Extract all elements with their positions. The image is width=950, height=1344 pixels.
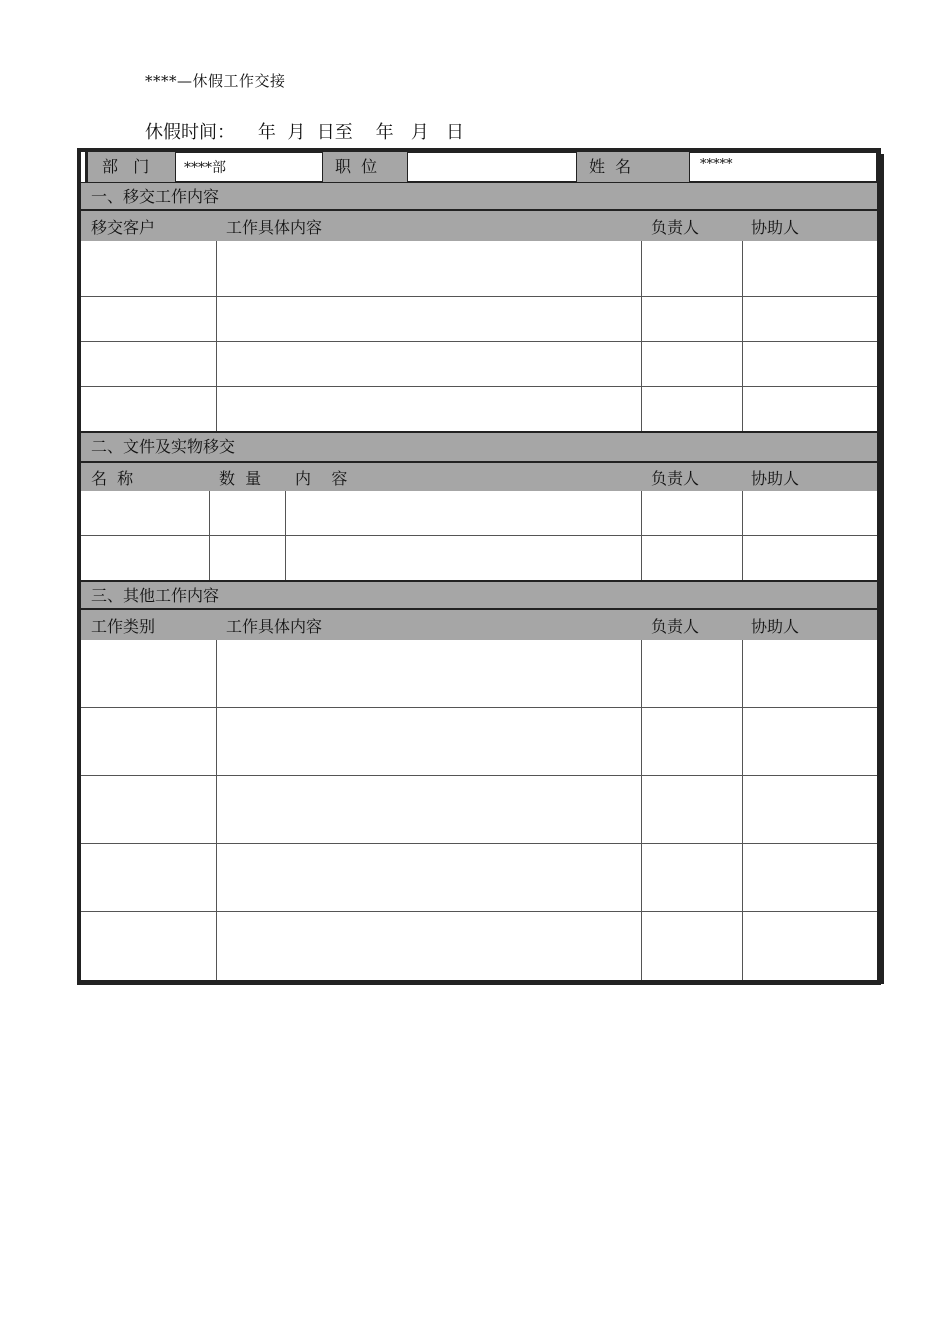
table-row[interactable] (81, 387, 877, 432)
section-1-header-row (81, 209, 877, 241)
position-label: 职 位 (323, 152, 407, 182)
col-header: 协助人 (751, 218, 800, 237)
col-header: 协助人 (751, 617, 800, 636)
table-row[interactable] (81, 491, 877, 536)
section-2-header-row (81, 461, 877, 491)
col-header: 工作类别 (91, 617, 156, 636)
col-header: 负责人 (651, 617, 700, 636)
dept-label: 部 门 (85, 152, 175, 182)
column-divider (742, 241, 743, 432)
column-divider (641, 640, 642, 980)
table-row[interactable] (81, 708, 877, 776)
col-header: 内 容 (295, 469, 348, 488)
section-3-title: 三、其他工作内容 (81, 582, 877, 610)
position-field[interactable] (407, 152, 577, 182)
column-divider (209, 491, 210, 581)
section-2-title: 二、文件及实物移交 (81, 433, 877, 461)
table-row[interactable] (81, 241, 877, 297)
info-row (81, 152, 877, 183)
table-row[interactable] (81, 342, 877, 387)
table-row[interactable] (81, 297, 877, 342)
column-divider (216, 241, 217, 432)
col-header: 工作具体内容 (226, 617, 323, 636)
table-row[interactable] (81, 912, 877, 980)
name-label: 姓 名 (577, 152, 689, 182)
column-divider (216, 640, 217, 980)
name-field[interactable]: ***** (689, 152, 877, 182)
leave-period-line: 休假时间： 年 月 日至 年 月 日 (145, 122, 464, 143)
col-header: 负责人 (651, 218, 700, 237)
section-3-header-row (81, 608, 877, 640)
column-divider (285, 491, 286, 581)
handover-form (77, 148, 881, 985)
column-divider (742, 640, 743, 980)
col-header: 负责人 (651, 469, 700, 488)
col-header: 移交客户 (91, 218, 156, 237)
col-header: 工作具体内容 (226, 218, 323, 237)
section-1-title: 一、移交工作内容 (81, 183, 877, 211)
column-divider (641, 491, 642, 581)
col-header: 名 称 (91, 469, 134, 488)
col-header: 协助人 (751, 469, 800, 488)
column-divider (742, 491, 743, 581)
table-row[interactable] (81, 844, 877, 912)
table-row[interactable] (81, 536, 877, 581)
column-divider (641, 241, 642, 432)
dept-field[interactable]: ****部 (175, 152, 323, 182)
table-row[interactable] (81, 776, 877, 844)
document-title: ****—休假工作交接 (145, 72, 286, 90)
table-row[interactable] (81, 640, 877, 708)
col-header: 数 量 (219, 469, 262, 488)
